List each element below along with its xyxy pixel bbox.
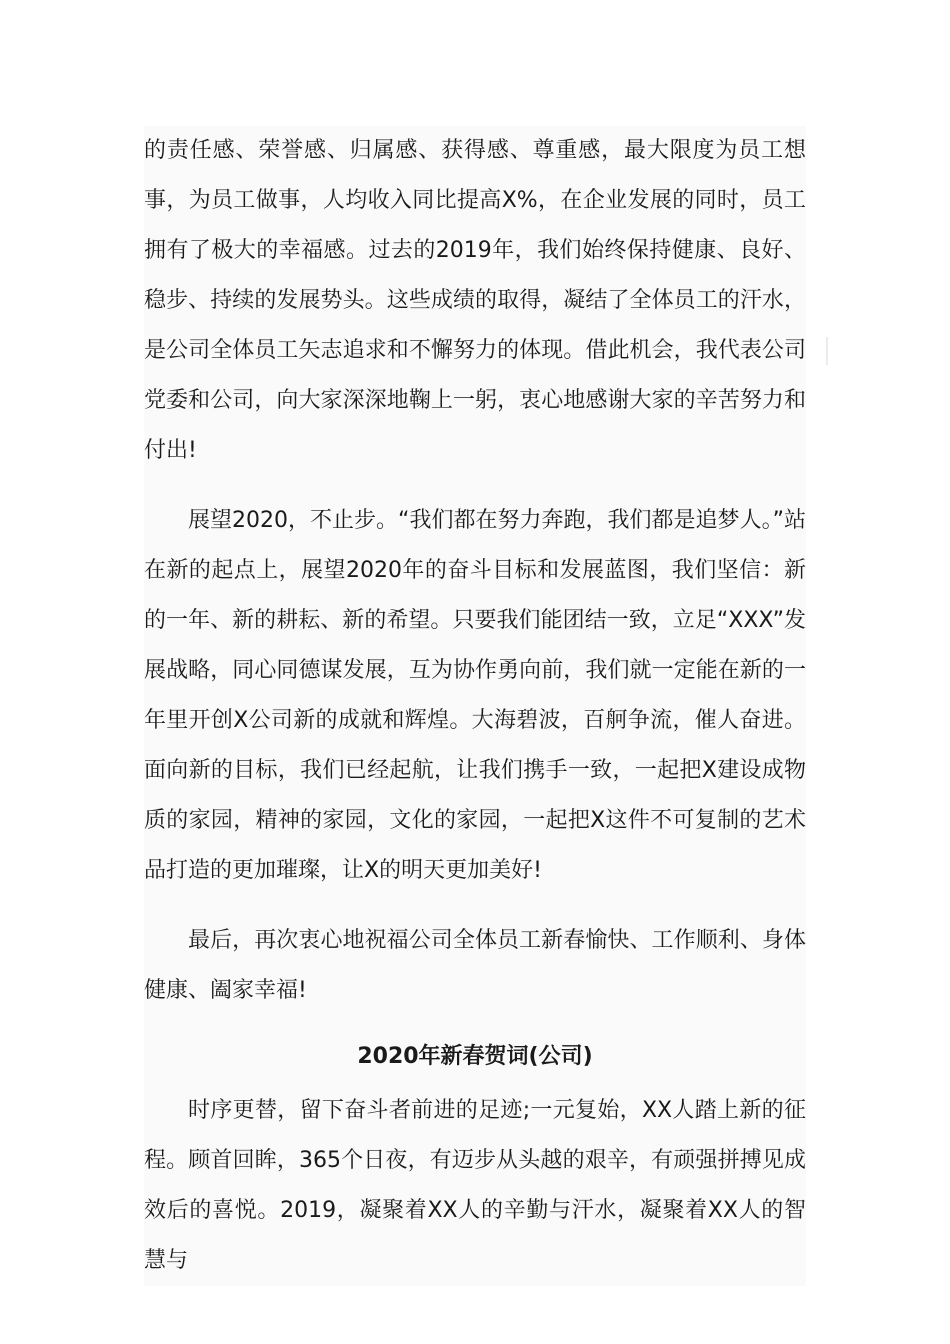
paragraph-gap <box>144 476 806 496</box>
document-body <box>144 126 806 1286</box>
paragraph-thanks: 的责任感、荣誉感、归属感、获得感、尊重感，最大限度为员工想事，为员工做事，人均收入同比提高X%，在企业发展的同时，员工拥有了极大的幸福感。过去的2019年，我们始终保持健康、良好、稳步、持续的发展势头。这些成绩的取得，凝结了全体员工的汗水，是公司全体员工矢志追求和不懈努力的体现。借此机会，我代表公司党委和公司，向大家深深地鞠上一躬，衷心地感谢大家的辛苦努力和付出! <box>144 138 806 463</box>
paragraph-outlook-2020: 展望2020，不止步。“我们都在努力奔跑，我们都是追梦人。”站在新的起点上，展望2020年的奋斗目标和发展蓝图，我们坚信：新的一年、新的耕耘、新的希望。只要我们能团结一致，立足“XXX”发展战略，同心同德谋发展，互为协作勇向前，我们就一定能在新的一年里开创X公司新的成就和辉煌。大海碧波，百舸争流，催人奋进。面向新的目标，我们已经起航，让我们携手一致，一起把X建设成物质的家园，精神的家园，文化的家园，一起把X这件不可复制的艺术品打造的更加璀璨，让X的明天更加美好! <box>144 508 806 883</box>
paragraph-closing-wishes: 最后，再次衷心地祝福公司全体员工新春愉快、工作顺利、身体健康、阖家幸福! <box>144 928 806 1003</box>
paragraph-new-year-greeting: 时序更替，留下奋斗者前进的足迹;一元复始，XX人踏上新的征程。顾首回眸，365个日夜，有迈步从头越的艰辛，有顽强拼搏见成效后的喜悦。2019，凝聚着XX人的辛勤与汗水，凝聚着XX人的智慧与 <box>144 1098 806 1273</box>
page-edge-mark <box>826 337 828 365</box>
paragraph-gap <box>144 896 806 916</box>
section-title: 2020年新春贺词(公司) <box>357 1044 593 1069</box>
